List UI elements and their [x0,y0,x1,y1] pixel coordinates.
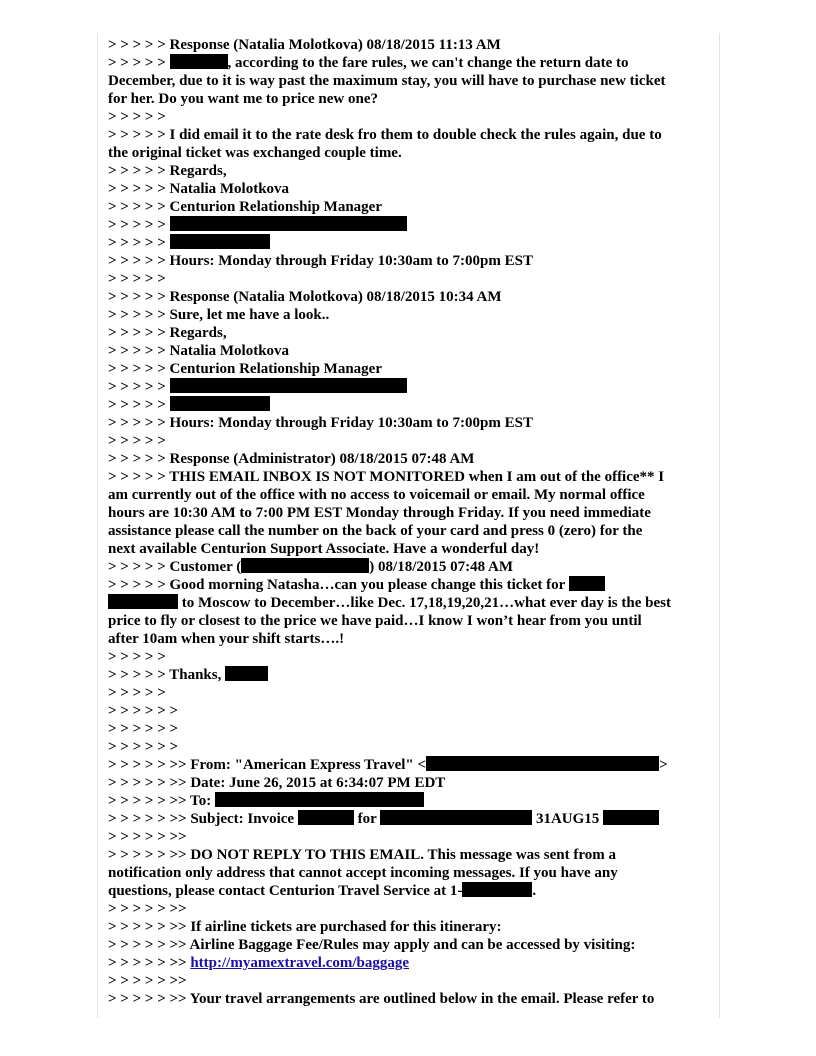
text-line: > > > > > Centurion Relationship Manager [108,199,382,215]
text-segment: > > > > > >> Subject: Invoice [108,811,298,827]
quote-prefix: > > > > > [108,379,166,395]
redaction [462,882,532,897]
text-line [108,810,714,828]
text-line: > > > > > Response (Natalia Molotkova) 08/18/2015 10:34 AM [108,289,502,305]
text-line: > > > > > [108,649,166,665]
redaction [170,216,407,231]
text-line [108,378,714,396]
text-line [108,954,714,972]
text-segment: for [353,811,381,827]
text-line: hours are 10:30 AM to 7:00 PM EST Monday through Friday. If you need immediate [108,505,651,521]
redaction [225,666,268,681]
text-segment: ) 08/18/2015 07:48 AM [369,559,514,575]
text-line: > > > > > >> If airline tickets are purchased for this itinerary: [108,919,502,935]
text-line: > > > > > Response (Natalia Molotkova) 08/18/2015 11:13 AM [108,37,501,53]
text-line: > > > > > [108,685,166,701]
text-line: > > > > > Hours: Monday through Friday 10:30am to 7:00pm EST [108,415,533,431]
text-line: > > > > > Regards, [108,325,227,341]
text-segment: questions, please contact Centurion Travel Service at 1- [108,883,463,899]
quote-prefix: > > > > > [108,397,166,413]
text-line: > > > > > [108,433,166,449]
text-line: > > > > > Centurion Relationship Manager [108,361,382,377]
text-segment: to Moscow to December…like Dec. 17,18,19,20,21…what ever day is the best [178,595,671,611]
text-line: > > > > > >> DO NOT REPLY TO THIS EMAIL. This message was sent from a [108,847,616,863]
text-line: > > > > > Sure, let me have a look.. [108,307,330,323]
text-segment: > > > > > >> [108,955,191,971]
redaction [215,792,424,807]
text-line: > > > > > Response (Administrator) 08/18/2015 07:48 AM [108,451,475,467]
text-line: assistance please call the number on the back of your card and press 0 (zero) for the [108,523,643,539]
text-line: > > > > > >> [108,901,187,917]
text-line: December, due to it is way past the maximum stay, you will have to purchase new ticket [108,73,666,89]
text-segment: > > > > > Thanks, [108,667,226,683]
text-line: > > > > > >> [108,973,187,989]
text-line: > > > > > >> Your travel arrangements are outlined below in the email. Please refer to [108,991,655,1007]
redaction [170,378,407,393]
text-line [108,216,714,234]
text-line [108,54,714,72]
text-line: > > > > > THIS EMAIL INBOX IS NOT MONITORED when I am out of the office** I [108,469,665,485]
text-line [108,396,714,414]
redaction [170,54,228,69]
redaction [426,756,659,771]
redaction [108,594,178,609]
redaction [241,558,369,573]
text-line: for her. Do you want me to price new one? [108,91,378,107]
redaction [170,396,270,411]
text-segment: > > > > > >> To: [108,793,215,809]
text-line: > > > > > >> Date: June 26, 2015 at 6:34:07 PM EDT [108,775,446,791]
quote-prefix: > > > > > [108,217,166,233]
redaction [170,234,270,249]
text-line: > > > > > > [108,739,179,755]
redaction [603,810,659,825]
quote-prefix: > > > > > [108,235,166,251]
text-line [108,756,714,774]
text-line: > > > > > Natalia Molotkova [108,343,290,359]
text-line: after 10am when your shift starts….! [108,631,345,647]
text-line [108,792,714,810]
text-line: > > > > > >> Airline Baggage Fee/Rules may apply and can be accessed by visiting: [108,937,636,953]
email-document [108,36,714,1008]
text-line: next available Centurion Support Associate. Have a wonderful day! [108,541,540,557]
text-line [108,234,714,252]
text-line: the original ticket was exchanged couple time. [108,145,402,161]
text-segment: > [659,757,668,773]
text-line: am currently out of the office with no access to voicemail or email. My normal office [108,487,645,503]
text-line: > > > > > Regards, [108,163,227,179]
text-line: > > > > > I did email it to the rate desk fro them to double check the rules again, due to [108,127,662,143]
text-line: > > > > > [108,109,166,125]
text-line: > > > > > > [108,721,179,737]
text-segment: > > > > > Good morning Natasha…can you please change this ticket for [108,577,566,593]
text-line: notification only address that cannot accept incoming messages. If you have any [108,865,618,881]
text-segment: > > > > > Customer ( [108,559,242,575]
text-line [108,594,714,612]
text-line: > > > > > Hours: Monday through Friday 10:30am to 7:00pm EST [108,253,533,269]
text-line: > > > > > Natalia Molotkova [108,181,290,197]
quote-prefix: > > > > > [108,55,166,71]
text-segment: . [532,883,537,899]
text-line: > > > > > [108,271,166,287]
text-segment: , according to the fare rules, we can't change the return date to [227,55,629,71]
baggage-link[interactable]: http://myamextravel.com/baggage [190,955,410,971]
text-line: > > > > > >> [108,829,187,845]
redaction [380,810,532,825]
text-line: > > > > > > [108,703,179,719]
text-line: price to fly or closest to the price we have paid…I know I won’t hear from you until [108,613,642,629]
redaction [569,576,605,591]
text-segment: 31AUG15 [532,811,604,827]
text-line [108,882,714,900]
text-line [108,558,714,576]
text-segment: > > > > > >> From: "American Express Travel" < [108,757,427,773]
text-line [108,666,714,684]
text-line [108,576,714,594]
redaction [298,810,354,825]
